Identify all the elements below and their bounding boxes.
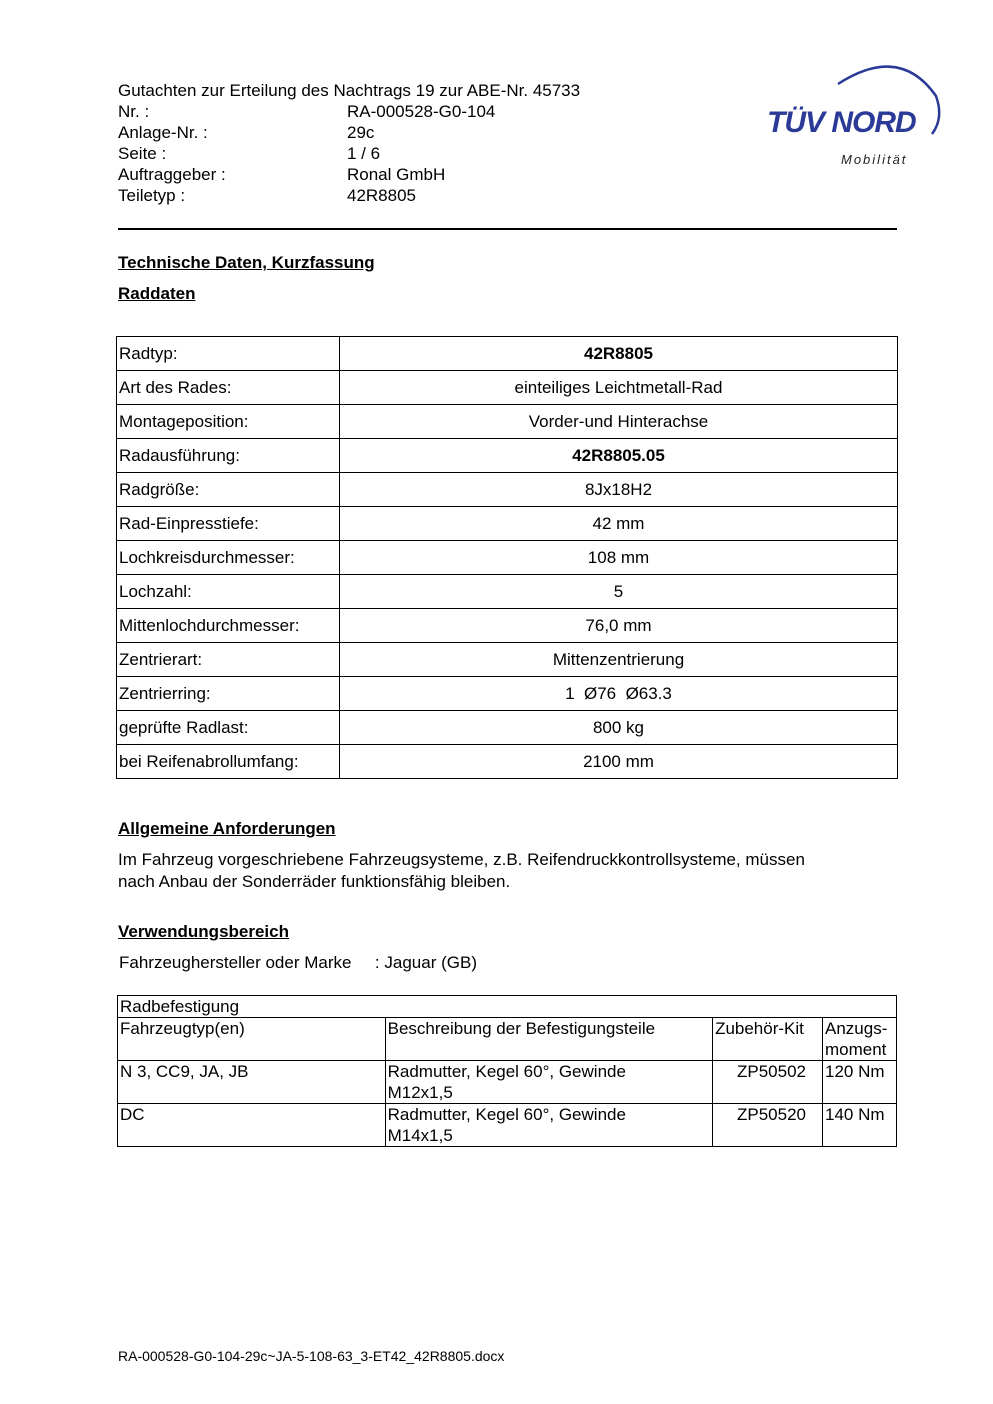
section-heading-usage: Verwendungsbereich bbox=[118, 922, 289, 941]
torque-cell: 140 Nm bbox=[823, 1104, 897, 1147]
fixing-table-title: Radbefestigung bbox=[118, 996, 897, 1018]
header-key: Teiletyp : bbox=[118, 186, 186, 205]
section-heading-technical: Technische Daten, Kurzfassung bbox=[118, 253, 375, 272]
header-torque-line: Anzugs- bbox=[825, 1019, 888, 1038]
wheel-label-cell: bei Reifenabrollumfang: bbox=[117, 745, 340, 779]
section-subheading-raddaten: Raddaten bbox=[118, 284, 196, 303]
header-row-nr bbox=[118, 101, 580, 122]
header-row-seite bbox=[118, 143, 580, 164]
logo-brand: TÜV NORD bbox=[767, 106, 916, 139]
wheel-value-cell: 42R8805.05 bbox=[340, 439, 898, 473]
table-row bbox=[117, 439, 898, 473]
wheel-label-cell: geprüfte Radlast: bbox=[117, 711, 340, 745]
table-row bbox=[117, 541, 898, 575]
table-row bbox=[117, 745, 898, 779]
description-line: M12x1,5 bbox=[387, 1083, 453, 1102]
header-row-anlage bbox=[118, 122, 580, 143]
table-title-row bbox=[118, 996, 897, 1018]
wheel-data-table bbox=[116, 336, 898, 779]
header-value: 42R8805 bbox=[347, 186, 417, 205]
header-key: Anlage-Nr. : bbox=[118, 123, 208, 142]
description-cell bbox=[385, 1061, 712, 1104]
header-value: 29c bbox=[347, 123, 375, 142]
description-cell bbox=[385, 1104, 712, 1147]
wheel-value-cell: einteiliges Leichtmetall-Rad bbox=[340, 371, 898, 405]
torque-cell: 120 Nm bbox=[823, 1061, 897, 1104]
description-line: Radmutter, Kegel 60°, Gewinde bbox=[387, 1105, 626, 1124]
header-torque bbox=[823, 1018, 897, 1061]
header-vehicle-type: Fahrzeugtyp(en) bbox=[118, 1018, 386, 1061]
vehicle-maker-separator: : bbox=[374, 953, 380, 972]
table-row bbox=[117, 337, 898, 371]
wheel-value-cell: 108 mm bbox=[340, 541, 898, 575]
table-row bbox=[117, 609, 898, 643]
table-row bbox=[118, 1104, 897, 1147]
wheel-value-cell: Vorder-und Hinterachse bbox=[340, 405, 898, 439]
table-row bbox=[118, 1061, 897, 1104]
kit-cell: ZP50520 bbox=[713, 1104, 823, 1147]
header-row-teiletyp bbox=[118, 185, 580, 206]
wheel-label-cell: Lochkreisdurchmesser: bbox=[117, 541, 340, 575]
vehicle-maker-label: Fahrzeughersteller oder Marke bbox=[119, 953, 352, 972]
header-key: Seite : bbox=[118, 144, 167, 163]
header-key: Auftraggeber : bbox=[118, 165, 226, 184]
wheel-value-cell: 8Jx18H2 bbox=[340, 473, 898, 507]
header-accessory-kit: Zubehör-Kit bbox=[713, 1018, 823, 1061]
table-header-row bbox=[118, 1018, 897, 1061]
wheel-label-cell: Zentrierart: bbox=[117, 643, 340, 677]
header-value: RA-000528-G0-104 bbox=[347, 102, 496, 121]
table-row bbox=[117, 371, 898, 405]
wheel-label-cell: Art des Rades: bbox=[117, 371, 340, 405]
section-heading-requirements: Allgemeine Anforderungen bbox=[118, 819, 336, 838]
table-row bbox=[117, 711, 898, 745]
description-line: Radmutter, Kegel 60°, Gewinde bbox=[387, 1062, 626, 1081]
table-row bbox=[117, 575, 898, 609]
wheel-label-cell: Radtyp: bbox=[117, 337, 340, 371]
header-key: Nr. : bbox=[118, 102, 150, 121]
requirements-line: nach Anbau der Sonderräder funktionsfähig bleiben. bbox=[118, 872, 511, 891]
tuv-nord-logo bbox=[760, 56, 945, 176]
header-description: Beschreibung der Befestigungsteile bbox=[385, 1018, 712, 1061]
vehicle-type-cell: N 3, CC9, JA, JB bbox=[118, 1061, 386, 1104]
vehicle-maker-line bbox=[119, 953, 477, 973]
wheel-value-cell: 1 Ø76 Ø63.3 bbox=[340, 677, 898, 711]
table-row bbox=[117, 473, 898, 507]
wheel-label-cell: Zentrierring: bbox=[117, 677, 340, 711]
wheel-value-cell: 42R8805 bbox=[340, 337, 898, 371]
table-row bbox=[117, 507, 898, 541]
vehicle-maker-value: Jaguar (GB) bbox=[384, 953, 477, 972]
wheel-value-cell: 76,0 mm bbox=[340, 609, 898, 643]
requirements-line: Im Fahrzeug vorgeschriebene Fahrzeugsysteme, z.B. Reifendruckkontrollsysteme, müssen bbox=[118, 850, 805, 869]
document-header bbox=[118, 80, 580, 206]
wheel-label-cell: Radgröße: bbox=[117, 473, 340, 507]
wheel-value-cell: Mittenzentrierung bbox=[340, 643, 898, 677]
wheel-label-cell: Montageposition: bbox=[117, 405, 340, 439]
footer-filename: RA-000528-G0-104-29c~JA-5-108-63_3-ET42_42R8805.docx bbox=[118, 1348, 505, 1364]
wheel-fixing-table bbox=[117, 995, 897, 1147]
description-line: M14x1,5 bbox=[387, 1126, 453, 1145]
header-torque-line: moment bbox=[825, 1040, 887, 1059]
table-row bbox=[117, 677, 898, 711]
requirements-text bbox=[118, 849, 805, 893]
table-row bbox=[117, 405, 898, 439]
wheel-label-cell: Rad-Einpresstiefe: bbox=[117, 507, 340, 541]
wheel-label-cell: Mittenlochdurchmesser: bbox=[117, 609, 340, 643]
wheel-value-cell: 42 mm bbox=[340, 507, 898, 541]
header-value: 1 / 6 bbox=[347, 144, 381, 163]
wheel-label-cell: Lochzahl: bbox=[117, 575, 340, 609]
header-value: Ronal GmbH bbox=[347, 165, 446, 184]
header-divider bbox=[118, 228, 897, 230]
document-title: Gutachten zur Erteilung des Nachtrags 19 zur ABE-Nr. 45733 bbox=[118, 81, 581, 100]
wheel-label-cell: Radausführung: bbox=[117, 439, 340, 473]
table-row bbox=[117, 643, 898, 677]
wheel-value-cell: 5 bbox=[340, 575, 898, 609]
header-row-auftraggeber bbox=[118, 164, 580, 185]
wheel-value-cell: 2100 mm bbox=[340, 745, 898, 779]
kit-cell: ZP50502 bbox=[713, 1061, 823, 1104]
logo-subtitle: Mobilität bbox=[841, 152, 908, 167]
vehicle-type-cell: DC bbox=[118, 1104, 386, 1147]
wheel-value-cell: 800 kg bbox=[340, 711, 898, 745]
